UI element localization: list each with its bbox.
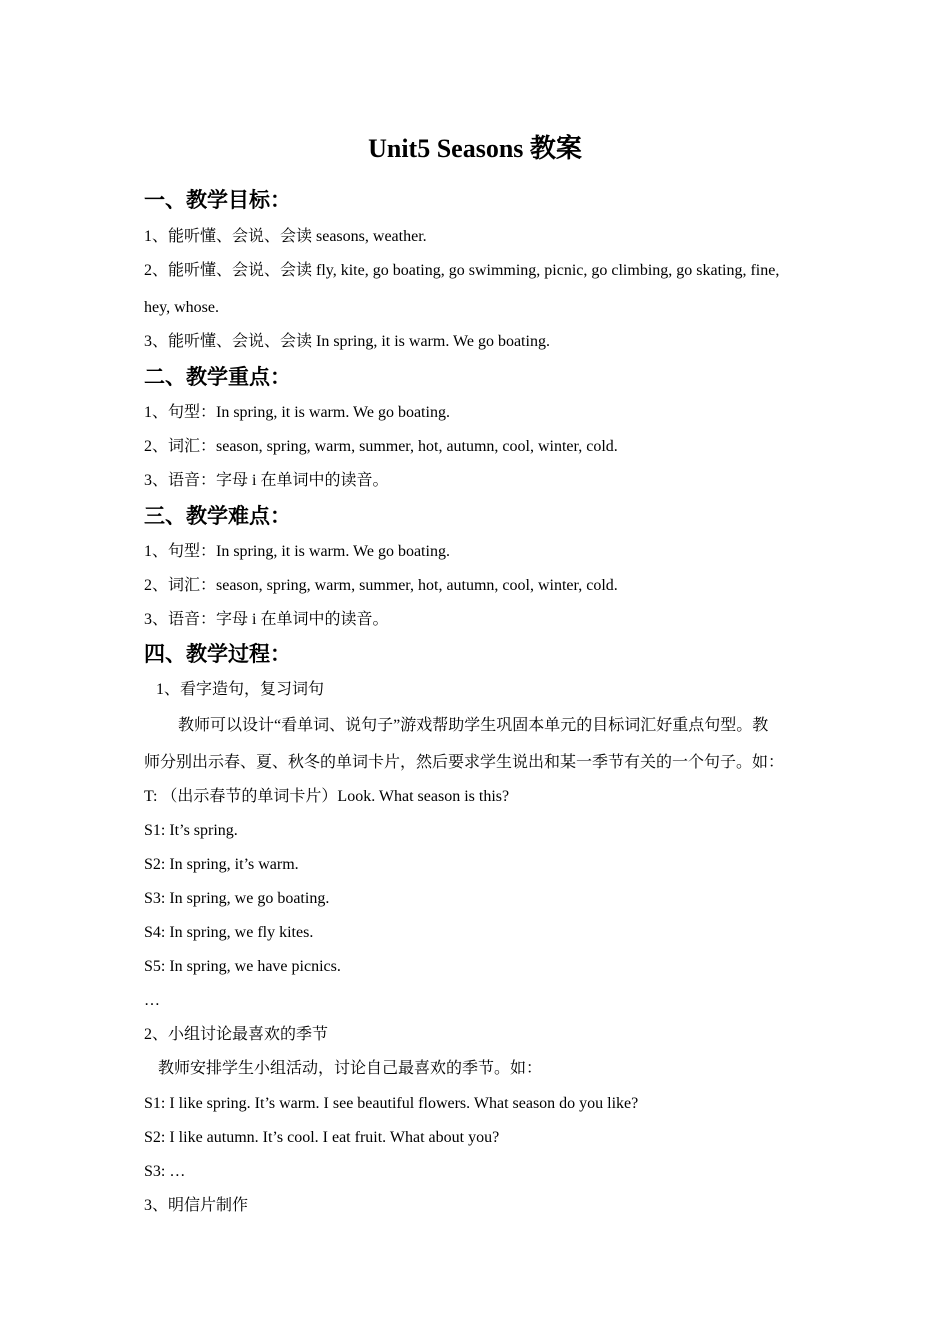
process-paragraph-continued: 师分别出示春、夏、秋冬的单词卡片，然后要求学生说出和某一季节有关的一个句子。如： <box>144 754 785 771</box>
dialogue-line: S3: In spring, we go boating. <box>144 890 330 907</box>
dialogue-line: S5: In spring, we have picnics. <box>144 958 341 975</box>
difficulty-item: 1、句型：In spring, it is warm. We go boating. <box>144 543 450 560</box>
dialogue-line: S1: It’s spring. <box>144 822 238 839</box>
process-step-title: 1、看字造句，复习词句 <box>156 681 325 698</box>
section-heading-objectives: 一、教学目标： <box>144 188 291 212</box>
section-heading-key-points: 二、教学重点： <box>144 365 291 389</box>
key-point-item: 3、语音：字母 i 在单词中的读音。 <box>144 472 389 489</box>
key-point-item: 2、词汇：season, spring, warm, summer, hot, autumn, cool, winter, cold. <box>144 438 618 455</box>
process-step-title: 3、明信片制作 <box>144 1197 249 1214</box>
section-heading-process: 四、教学过程： <box>144 642 291 666</box>
process-paragraph: 教师安排学生小组活动，讨论自己最喜欢的季节。如： <box>158 1060 543 1077</box>
objective-item: 1、能听懂、会说、会读 seasons, weather. <box>144 228 427 245</box>
objective-item: 2、能听懂、会说、会读 fly, kite, go boating, go swimming, picnic, go climbing, go skating, fine, <box>144 262 780 279</box>
objective-item: 3、能听懂、会说、会读 In spring, it is warm. We go boating. <box>144 333 550 350</box>
ellipsis-line: … <box>144 992 160 1009</box>
dialogue-line: S1: I like spring. It’s warm. I see beautiful flowers. What season do you like? <box>144 1095 639 1112</box>
difficulty-item: 3、语音：字母 i 在单词中的读音。 <box>144 611 389 628</box>
key-point-item: 1、句型：In spring, it is warm. We go boating. <box>144 404 450 421</box>
dialogue-line: S4: In spring, we fly kites. <box>144 924 314 941</box>
objective-item-continued: hey, whose. <box>144 299 219 316</box>
difficulty-item: 2、词汇：season, spring, warm, summer, hot, autumn, cool, winter, cold. <box>144 577 618 594</box>
document-title: Unit5 Seasons 教案 <box>368 134 582 163</box>
dialogue-line: S2: In spring, it’s warm. <box>144 856 299 873</box>
dialogue-line: S3: … <box>144 1163 186 1180</box>
dialogue-line: T: （出示春节的单词卡片）Look. What season is this? <box>144 788 510 805</box>
process-step-title: 2、小组讨论最喜欢的季节 <box>144 1026 329 1043</box>
process-paragraph: 教师可以设计“看单词、说句子”游戏帮助学生巩固本单元的目标词汇好重点句型。教 <box>178 717 769 734</box>
section-heading-difficulties: 三、教学难点： <box>144 504 291 528</box>
dialogue-line: S2: I like autumn. It’s cool. I eat fruit. What about you? <box>144 1129 500 1146</box>
